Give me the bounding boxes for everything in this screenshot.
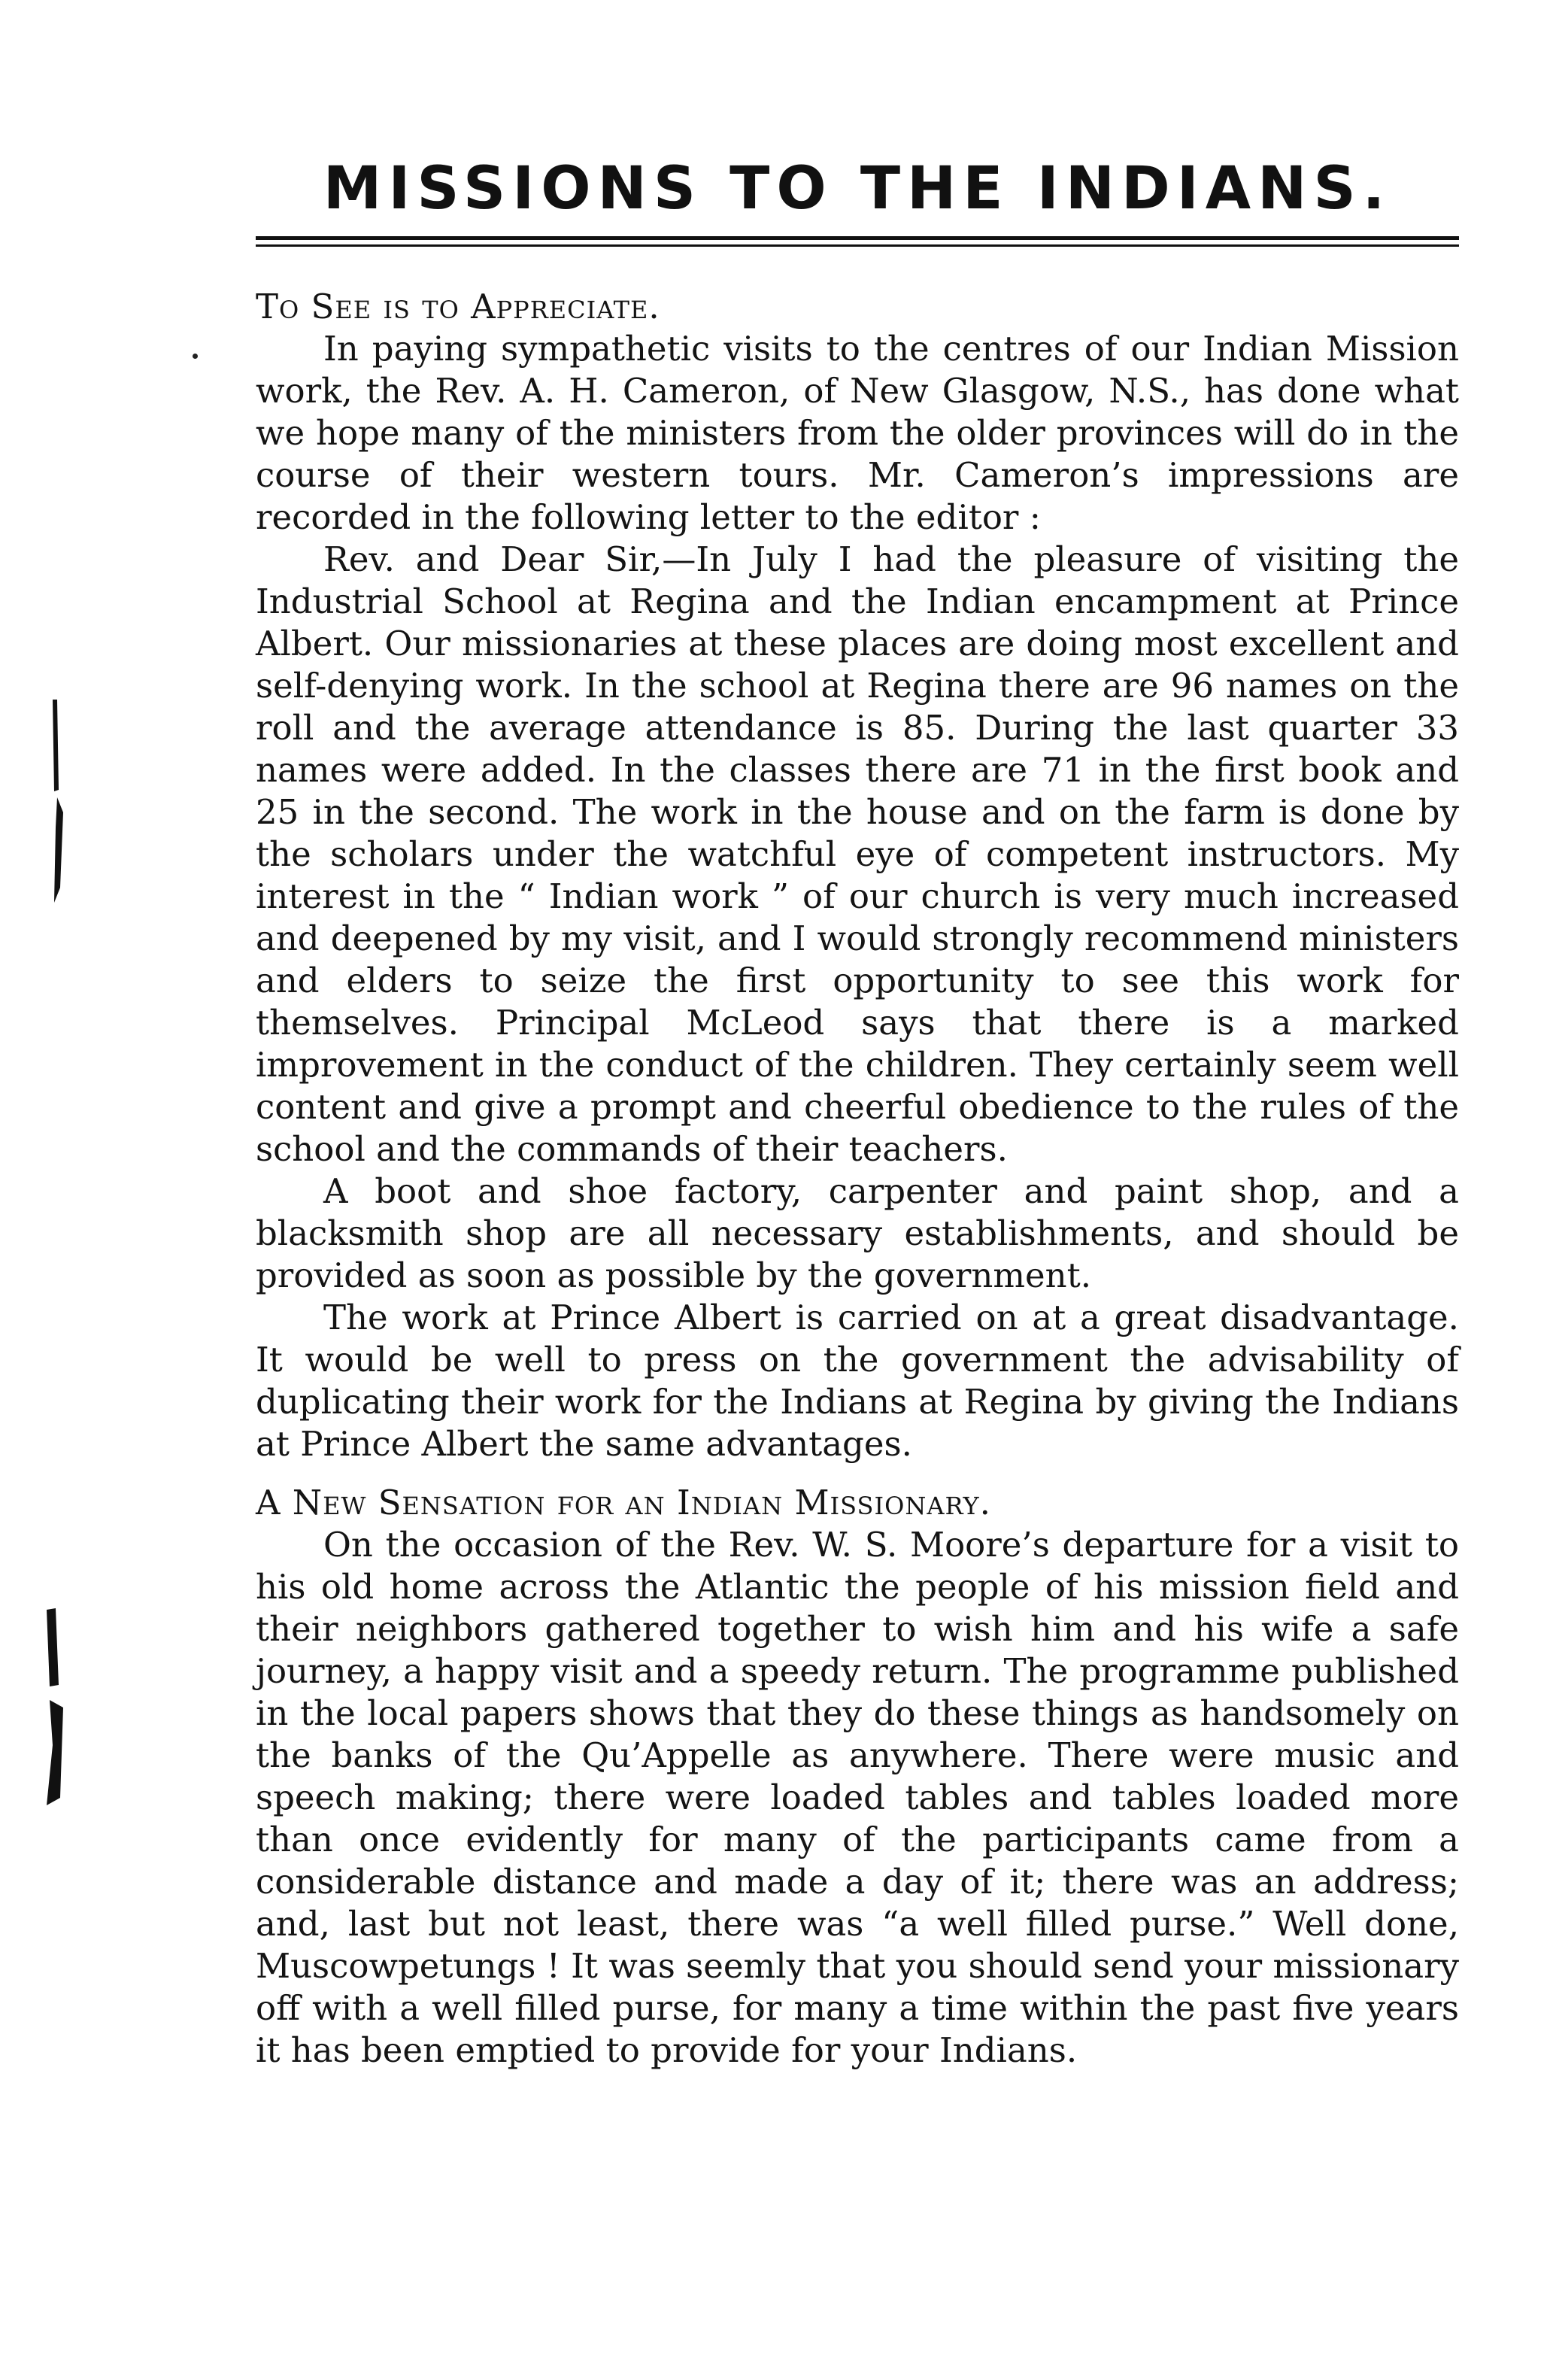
page-title: MISSIONS TO THE INDIANS.: [323, 155, 1392, 223]
article-body: [256, 286, 1459, 2072]
paragraph: Rev. and Dear Sir,—In July I had the pleasure of visiting the Industrial School at Regina and the Indian encampment at Prince Albert. Our missionaries at these places are doing most excellent and self-denying work. In the school at Regina there are 96 names on the roll and the average attendance is 85. During the last quarter 33 names were added. In the classes there are 71 in the first book and 25 in the second. The work in the house and on the farm is done by the scholars under the watchful eye of competent instructors. My interest in the “ Indian work ” of our church is very much increased and deepened by my visit, and I would strongly recommend ministers and elders to seize the first opportunity to see this work for themselves. Principal McLeod says that there is a marked improvement in the conduct of the children. They certainly seem well content and give a prompt and cheerful obedience to the rules of the school and the commands of their teachers.: [256, 539, 1459, 1169]
paragraph: The work at Prince Albert is carried on at a great disadvantage. It would be well to press on the government the advisability of duplicating their work for the Indians at Regina by giving the Indians at Prince Albert the same advantages.: [256, 1298, 1459, 1464]
paragraph: In paying sympathetic visits to the centres of our Indian Mission work, the Rev. A. H. Cameron, of New Glasgow, N.S., has done what we hope many of the ministers from the older provinces will do in the course of their western tours. Mr. Cameron’s impressions are recorded in the following letter to the editor :: [256, 329, 1459, 537]
section-heading: A New Sensation for an Indian Missionary.: [256, 1483, 991, 1522]
paragraph: On the occasion of the Rev. W. S. Moore’s departure for a visit to his old home across the Atlantic the people of his mission field and their neighbors gathered together to wish him and his wife a safe journey, a happy visit and a speedy return. The programme published in the local papers shows that they do these things as handsomely on the banks of the Qu’Appelle as anywhere. There were music and speech making; there were loaded tables and tables loaded more than once evidently for many of the participants came from a considerable distance and made a day of it; there was an address; and, last but not least, there was “a well filled purse.” Well done, Muscowpetungs ! It was seemly that you should send your missionary off with a well filled purse, for many a time within the past five years it has been emptied to provide for your Indians.: [256, 1525, 1459, 2070]
paragraph: A boot and shoe factory, carpenter and paint shop, and a blacksmith shop are all necessary establishments, and should be provided as soon as possible by the government.: [256, 1171, 1459, 1295]
section-heading: To See is to Appreciate.: [256, 287, 660, 326]
